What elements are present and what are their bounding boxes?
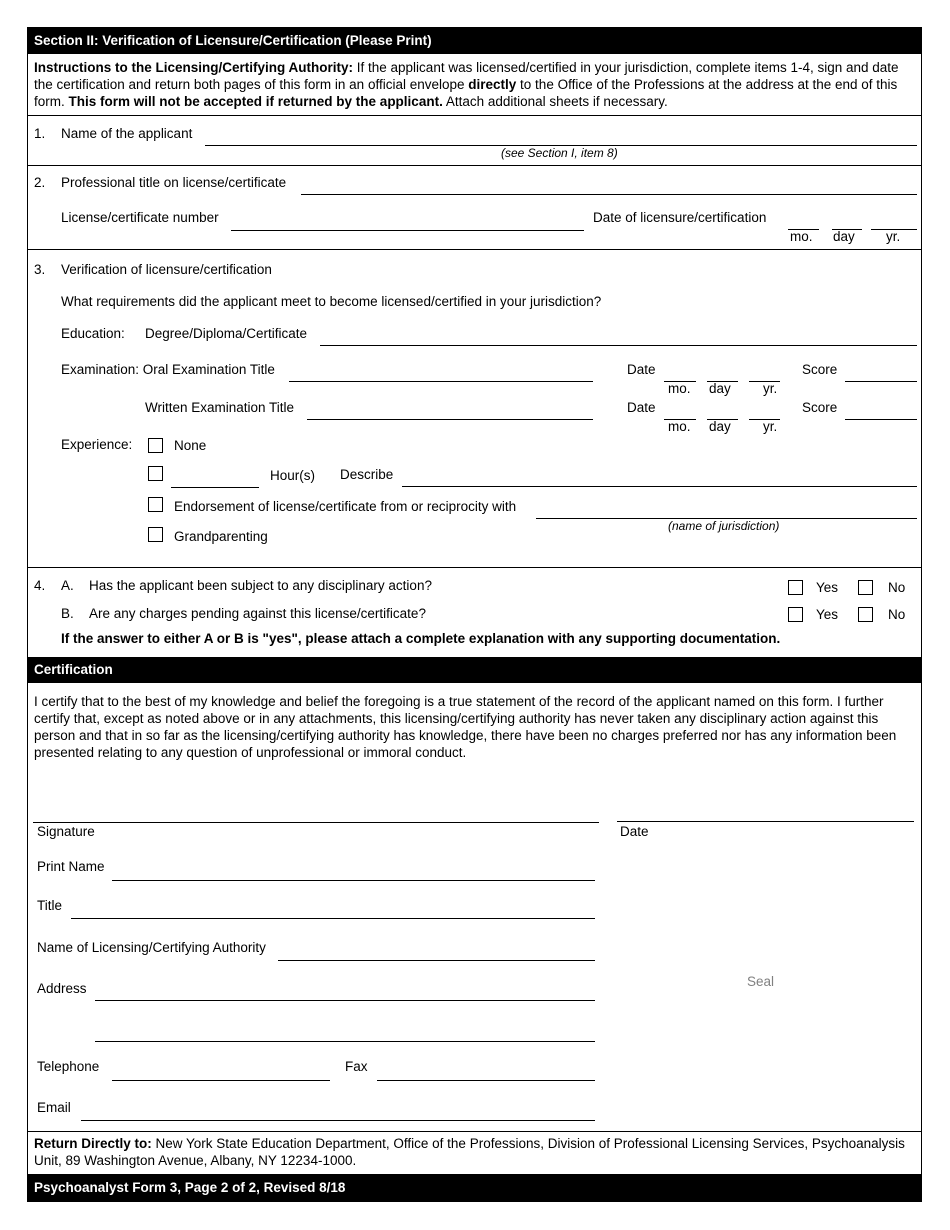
address-field-2[interactable] xyxy=(95,1041,595,1042)
email-field[interactable] xyxy=(81,1120,595,1121)
form-page xyxy=(27,27,922,1202)
item4a-no-checkbox[interactable] xyxy=(858,580,873,595)
footer-bar: Psychoanalyst Form 3, Page 2 of 2, Revised 8/18 xyxy=(27,1174,922,1202)
item4b-yes-checkbox[interactable] xyxy=(788,607,803,622)
hours-label: Hour(s) xyxy=(270,468,316,483)
grandparenting-label: Grandparenting xyxy=(174,529,268,544)
signature-field[interactable] xyxy=(33,822,599,823)
address-label: Address xyxy=(37,981,87,996)
license-number-label: License/certificate number xyxy=(61,210,219,225)
divider xyxy=(27,249,922,250)
instructions-text-2: to the Office of the Professions at the address at the end of this form. xyxy=(34,77,898,109)
instructions-warning: This form will not be accepted if returned by the applicant. xyxy=(68,94,443,109)
item3-label: Verification of licensure/certification xyxy=(61,262,272,277)
jurisdiction-note: (name of jurisdiction) xyxy=(668,519,780,533)
oral-score-field[interactable] xyxy=(845,381,917,382)
item4b-letter: B. xyxy=(61,606,74,621)
professional-title-field[interactable] xyxy=(301,194,917,195)
education-label: Education: xyxy=(61,326,125,341)
oral-exam-label: Examination: Oral Examination Title xyxy=(61,362,275,377)
return-address xyxy=(34,1135,918,1169)
print-name-label: Print Name xyxy=(37,859,105,874)
item4b-question: Are any charges pending against this license/certificate? xyxy=(89,606,426,621)
authority-field[interactable] xyxy=(278,960,595,961)
oral-exam-title-field[interactable] xyxy=(289,381,593,382)
seal-area: Seal xyxy=(747,974,775,989)
yr-label: yr. xyxy=(886,229,901,244)
licensure-date-label: Date of licensure/certification xyxy=(593,210,767,225)
instructions-text-3: Attach additional sheets if necessary. xyxy=(442,94,668,109)
divider xyxy=(27,115,922,116)
day-label: day xyxy=(833,229,855,244)
item1-label: Name of the applicant xyxy=(61,126,193,141)
oral-score-label: Score xyxy=(802,362,838,377)
mo-label: mo. xyxy=(668,381,691,396)
experience-none-checkbox[interactable] xyxy=(148,438,163,453)
address-field-1[interactable] xyxy=(95,1000,595,1001)
item1-note: (see Section I, item 8) xyxy=(501,146,618,160)
item4a-no-label: No xyxy=(888,580,906,595)
instructions xyxy=(34,59,918,110)
item3-number: 3. xyxy=(34,262,46,277)
grandparenting-checkbox[interactable] xyxy=(148,527,163,542)
written-score-label: Score xyxy=(802,400,838,415)
section-header: Section II: Verification of Licensure/Certification (Please Print) xyxy=(27,27,922,54)
degree-field[interactable] xyxy=(320,345,917,346)
divider xyxy=(27,567,922,568)
item2-number: 2. xyxy=(34,175,46,190)
mo-label: mo. xyxy=(668,419,691,434)
item2-title-label: Professional title on license/certificate xyxy=(61,175,287,190)
written-date-label: Date xyxy=(627,400,656,415)
title-field[interactable] xyxy=(71,918,595,919)
left-border xyxy=(27,27,28,1202)
fax-field[interactable] xyxy=(377,1080,595,1081)
experience-none-label: None xyxy=(174,438,207,453)
endorsement-label: Endorsement of license/certificate from or reciprocity with xyxy=(174,499,517,514)
item3-question: What requirements did the applicant meet to become licensed/certified in your jurisdiction? xyxy=(61,294,602,309)
item4a-question: Has the applicant been subject to any disciplinary action? xyxy=(89,578,432,593)
day-label: day xyxy=(709,381,731,396)
written-exam-label: Written Examination Title xyxy=(145,400,295,415)
item4a-yes-checkbox[interactable] xyxy=(788,580,803,595)
written-score-field[interactable] xyxy=(845,419,917,420)
item1-number: 1. xyxy=(34,126,46,141)
instructions-lead: Instructions to the Licensing/Certifying Authority: xyxy=(34,60,354,75)
certification-header: Certification xyxy=(27,657,922,683)
item4b-yes-label: Yes xyxy=(816,607,839,622)
mo-label: mo. xyxy=(790,229,813,244)
fax-label: Fax xyxy=(345,1059,368,1074)
hours-field[interactable] xyxy=(171,487,259,488)
item4a-yes-label: Yes xyxy=(816,580,839,595)
return-lead: Return Directly to: xyxy=(34,1136,152,1151)
divider xyxy=(27,165,922,166)
signature-label: Signature xyxy=(37,824,95,839)
yr-label: yr. xyxy=(763,381,778,396)
describe-field[interactable] xyxy=(402,486,917,487)
right-border xyxy=(921,27,922,1202)
telephone-label: Telephone xyxy=(37,1059,100,1074)
instructions-directly: directly xyxy=(468,77,517,92)
written-exam-title-field[interactable] xyxy=(307,419,593,420)
authority-label: Name of Licensing/Certifying Authority xyxy=(37,940,266,955)
certification-text: I certify that to the best of my knowledge and belief the foregoing is a true statement of the record of the applicant named on this form. I further certify that, except as noted above or in any attachments, this licensing/certifying authority has never taken any disciplinary action against this person and that in so far as the licensing/certifying authority has knowledge, there have been no charges preferred nor has any information been presented relating to any question of unprofessional or immoral conduct. xyxy=(34,694,897,760)
item4-note: If the answer to either A or B is "yes", please attach a complete explanation with any supporting documentation. xyxy=(61,631,781,646)
license-number-field[interactable] xyxy=(231,230,584,231)
oral-date-label: Date xyxy=(627,362,656,377)
yr-label: yr. xyxy=(763,419,778,434)
item4b-no-label: No xyxy=(888,607,906,622)
day-label: day xyxy=(709,419,731,434)
item4b-no-checkbox[interactable] xyxy=(858,607,873,622)
instructions-text-1: If the applicant was licensed/certified in your jurisdiction, complete items 1-4, sign and date the certification and return both pages of this form in an official envelope xyxy=(34,60,899,92)
degree-label: Degree/Diploma/Certificate xyxy=(145,326,308,341)
email-label: Email xyxy=(37,1100,71,1115)
return-text: New York State Education Department, Office of the Professions, Division of Professional Licensing Services, Psychoanalysis Unit, 89 Washington Avenue, Albany, NY 12234-1000. xyxy=(34,1136,905,1168)
endorsement-checkbox[interactable] xyxy=(148,497,163,512)
signature-date-field[interactable] xyxy=(617,821,914,822)
divider xyxy=(27,1131,922,1132)
experience-hours-checkbox[interactable] xyxy=(148,466,163,481)
describe-label: Describe xyxy=(340,467,394,482)
print-name-field[interactable] xyxy=(112,880,595,881)
title-label: Title xyxy=(37,898,63,913)
item4-number: 4. xyxy=(34,578,46,593)
experience-label: Experience: xyxy=(61,437,133,452)
signature-date-label: Date xyxy=(620,824,649,839)
telephone-field[interactable] xyxy=(112,1080,330,1081)
item4a-letter: A. xyxy=(61,578,74,593)
